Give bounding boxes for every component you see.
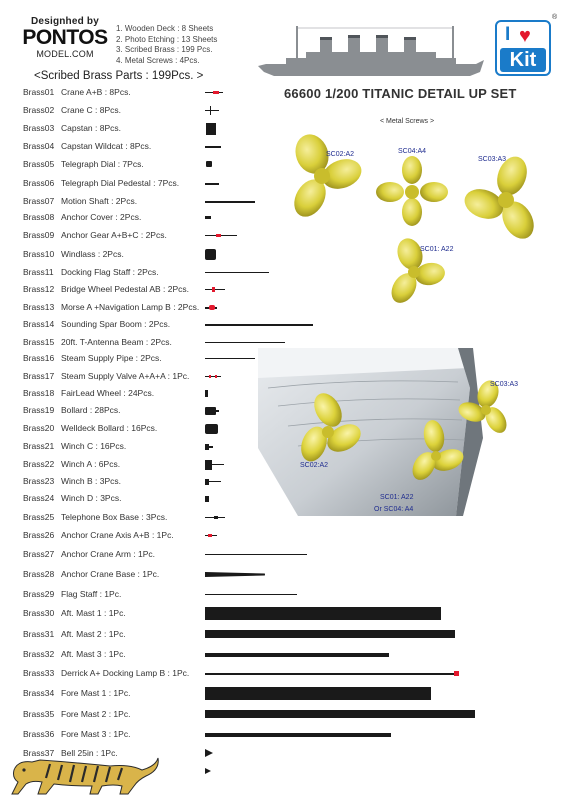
- heart-icon: ♥: [519, 25, 531, 47]
- part-graphic: [205, 653, 389, 657]
- part-name: Telegraph Dial Pedestal : 7Pcs.: [61, 178, 180, 188]
- part-graphic: [212, 464, 224, 465]
- part-name: Morse A +Navigation Lamp B : 2Pcs.: [61, 302, 200, 312]
- part-name: Anchor Gear A+B+C : 2Pcs.: [61, 230, 167, 240]
- part-code: Brass24: [23, 493, 55, 503]
- part-graphic: [205, 201, 255, 203]
- part-name: Fore Mast 1 : 1Pc.: [61, 688, 131, 698]
- part-code: Brass28: [23, 569, 55, 579]
- part-name: Telegraph Dial : 7Pcs.: [61, 159, 144, 169]
- part-name: Capstan Wildcat : 8Pcs.: [61, 141, 152, 151]
- part-graphic: [205, 376, 221, 377]
- part-graphic: [214, 516, 218, 519]
- part-graphic: [205, 272, 269, 273]
- part-graphic: [205, 479, 209, 485]
- designed-by-text: Designhed by: [31, 16, 99, 27]
- part-name: Anchor Crane Base : 1Pc.: [61, 569, 160, 579]
- list-item: [0, 104, 480, 118]
- part-graphic: [205, 216, 211, 219]
- part-name: Steam Supply Pipe : 2Pcs.: [61, 353, 162, 363]
- list-item: [0, 648, 480, 662]
- part-graphic: [205, 146, 221, 148]
- part-name: Aft. Mast 3 : 1Pc.: [61, 649, 126, 659]
- part-code: Brass01: [23, 87, 55, 97]
- part-code: Brass12: [23, 284, 55, 294]
- photo-label: SC03:A3: [490, 381, 519, 388]
- screw-label: SC03:A3: [478, 156, 507, 163]
- contents-item: 3. Scribed Brass : 199 Pcs.: [116, 45, 213, 54]
- part-graphic: [205, 594, 297, 595]
- contents-item: 2. Photo Etching : 13 Sheets: [116, 34, 218, 44]
- part-code: Brass02: [23, 105, 55, 115]
- part-name: Bridge Wheel Pedestal AB : 2Pcs.: [61, 284, 190, 294]
- part-code: Brass06: [23, 178, 55, 188]
- part-code: Brass10: [23, 249, 55, 259]
- part-code: Brass08: [23, 212, 55, 222]
- part-name: Winch D : 3Pcs.: [61, 493, 122, 503]
- part-graphic: [205, 710, 475, 718]
- list-item: [0, 628, 480, 642]
- part-code: Brass33: [23, 668, 55, 678]
- part-code: Brass18: [23, 388, 55, 398]
- bell-part-graphic: [205, 768, 211, 774]
- part-graphic: [209, 481, 221, 482]
- part-graphic: [210, 106, 211, 115]
- part-graphic: [205, 342, 285, 343]
- part-graphic: [208, 534, 212, 537]
- part-name: Aft. Mast 1 : 1Pc.: [61, 608, 126, 618]
- propeller-sc02-icon: [284, 132, 362, 224]
- part-graphic: [205, 424, 218, 434]
- part-graphic: [205, 673, 457, 675]
- part-code: Brass36: [23, 729, 55, 739]
- part-graphic: [209, 446, 213, 448]
- part-name: Derrick A+ Docking Lamp B : 1Pc.: [61, 668, 190, 678]
- part-graphic: [205, 289, 225, 290]
- part-code: Brass09: [23, 230, 55, 240]
- list-item: [0, 687, 480, 701]
- registered-mark: ®: [552, 14, 558, 21]
- contents-item: 1. Wooden Deck : 8 Sheets: [116, 24, 214, 33]
- part-code: Brass13: [23, 302, 55, 312]
- part-code: Brass25: [23, 512, 55, 522]
- list-item: [0, 728, 480, 742]
- part-graphic: [209, 305, 215, 310]
- part-graphic: [205, 390, 208, 397]
- part-code: Brass31: [23, 629, 55, 639]
- part-graphic: [205, 687, 431, 700]
- list-item: [0, 529, 480, 543]
- part-code: Brass03: [23, 123, 55, 133]
- part-graphic: [205, 249, 216, 260]
- part-code: Brass07: [23, 196, 55, 206]
- part-name: FairLead Wheel : 24Pcs.: [61, 388, 155, 398]
- part-code: Brass34: [23, 688, 55, 698]
- part-code: Brass16: [23, 353, 55, 363]
- photo-label: SC01: A22: [380, 494, 414, 501]
- list-item: [0, 708, 480, 722]
- part-graphic: [212, 287, 215, 292]
- part-code: Brass14: [23, 319, 55, 329]
- list-item: [0, 86, 480, 100]
- part-name: Winch A : 6Pcs.: [61, 459, 121, 469]
- part-name: Docking Flag Staff : 2Pcs.: [61, 267, 159, 277]
- section-title: <Scribed Brass Parts : 199Pcs. >: [34, 70, 204, 82]
- part-code: Brass04: [23, 141, 55, 151]
- part-graphic: [209, 375, 211, 378]
- part-graphic: [213, 91, 219, 94]
- part-name: Winch C : 16Pcs.: [61, 441, 127, 451]
- photo-label: SC02:A2: [300, 462, 329, 469]
- part-code: Brass27: [23, 549, 55, 559]
- part-name: Steam Supply Valve A+A+A : 1Pc.: [61, 371, 190, 381]
- i-love-kit-logo: [495, 20, 551, 76]
- part-name: Anchor Cover : 2Pcs.: [61, 212, 142, 222]
- part-graphic: [205, 183, 219, 185]
- ilk-letter: I: [505, 24, 511, 45]
- part-code: Brass05: [23, 159, 55, 169]
- part-graphic: [205, 554, 307, 555]
- part-graphic: [206, 161, 212, 167]
- pontos-logo: PONTOS: [22, 26, 108, 49]
- part-graphic: [215, 375, 217, 378]
- list-item: [0, 667, 480, 681]
- part-code: Brass26: [23, 530, 55, 540]
- part-name: Motion Shaft : 2Pcs.: [61, 196, 138, 206]
- part-name: Crane C : 8Pcs.: [61, 105, 121, 115]
- propeller-sc03-icon: [462, 156, 544, 242]
- titanic-silhouette-icon: [256, 20, 486, 84]
- part-graphic: [205, 496, 209, 502]
- screw-label: SC02:A2: [326, 151, 355, 158]
- pontos-brand: [20, 16, 110, 59]
- part-name: Welldeck Bollard : 16Pcs.: [61, 423, 158, 433]
- list-item: [0, 588, 480, 602]
- list-item: [0, 568, 480, 582]
- part-name: Aft. Mast 2 : 1Pc.: [61, 629, 126, 639]
- list-item: [0, 122, 480, 136]
- part-code: Brass29: [23, 589, 55, 599]
- part-name: Fore Mast 2 : 1Pc.: [61, 709, 131, 719]
- part-graphic: [205, 630, 455, 638]
- part-code: Brass37: [23, 748, 55, 758]
- part-name: Windlass : 2Pcs.: [61, 249, 124, 259]
- part-code: Brass35: [23, 709, 55, 719]
- photo-label: Or SC04: A4: [374, 506, 414, 513]
- list-item: [0, 607, 480, 621]
- pontos-site: MODEL.COM: [36, 49, 94, 59]
- part-code: Brass23: [23, 476, 55, 486]
- part-name: Sounding Spar Boom : 2Pcs.: [61, 319, 171, 329]
- part-graphic: [205, 110, 219, 111]
- part-graphic: [205, 607, 441, 620]
- list-item: [0, 318, 480, 332]
- set-contents-list: [116, 24, 217, 66]
- part-name: Telephone Box Base : 3Pcs.: [61, 512, 168, 522]
- part-graphic: [215, 410, 219, 412]
- propeller-sc04-icon: [376, 156, 448, 226]
- part-name: Fore Mast 3 : 1Pc.: [61, 729, 131, 739]
- list-item: [0, 548, 480, 562]
- part-graphic: [205, 358, 255, 359]
- part-code: Brass21: [23, 441, 55, 451]
- part-name: Crane A+B : 8Pcs.: [61, 87, 131, 97]
- tiger-logo-icon: [10, 756, 160, 796]
- part-code: Brass22: [23, 459, 55, 469]
- part-code: Brass11: [23, 267, 54, 277]
- hull-photo: [258, 348, 538, 516]
- screw-label: SC01: A22: [420, 246, 454, 253]
- part-graphic: [205, 749, 213, 757]
- part-graphic: [205, 733, 391, 737]
- part-code: Brass15: [23, 337, 55, 347]
- ilk-kit-text: Kit: [500, 48, 546, 72]
- part-code: Brass17: [23, 371, 55, 381]
- part-name: Anchor Crane Axis A+B : 1Pc.: [61, 530, 174, 540]
- part-name: Bell 25in : 1Pc.: [61, 748, 118, 758]
- set-title: 66600 1/200 TITANIC DETAIL UP SET: [284, 86, 517, 101]
- metal-screws-title: < Metal Screws >: [380, 118, 435, 125]
- part-code: Brass19: [23, 405, 55, 415]
- part-graphic: [206, 123, 216, 135]
- part-graphic: [216, 234, 221, 237]
- part-graphic: [454, 671, 459, 676]
- part-name: Bollard : 28Pcs.: [61, 405, 121, 415]
- part-name: Flag Staff : 1Pc.: [61, 589, 122, 599]
- part-name: Capstan : 8Pcs.: [61, 123, 122, 133]
- part-name: 20ft. T-Antenna Beam : 2Pcs.: [61, 337, 172, 347]
- part-graphic: [205, 235, 237, 236]
- part-graphic: [205, 572, 265, 577]
- part-name: Anchor Crane Arm : 1Pc.: [61, 549, 156, 559]
- part-code: Brass32: [23, 649, 55, 659]
- part-code: Brass20: [23, 423, 55, 433]
- part-code: Brass30: [23, 608, 55, 618]
- part-graphic: [205, 460, 212, 470]
- part-graphic: [205, 324, 313, 326]
- contents-item: 4. Metal Screws : 4Pcs.: [116, 55, 200, 65]
- part-name: Winch B : 3Pcs.: [61, 476, 121, 486]
- screw-label: SC04:A4: [398, 148, 427, 155]
